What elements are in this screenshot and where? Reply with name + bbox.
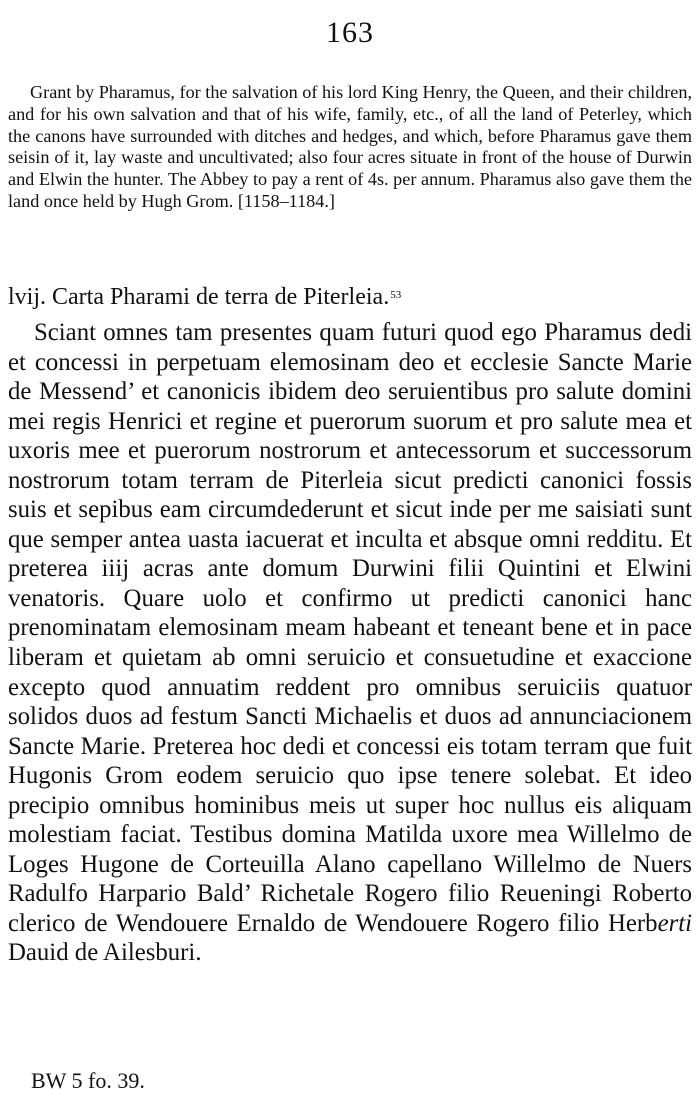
charter-text-main: Sciant omnes tam presentes quam futuri quod ego Pharamus dedi et concessi in perpetuam elemosinam deo et ecclesie Sancte Marie de Messend’ et canonicis ibidem deo seruientibus pro salute domini mei regis Henrici et regine et puerorum suorum et pro salute mea et uxoris mee et puerorum nostrorum et antecessorum et successorum nostrorum totam terram de Piterleia sicut predicti canonici fossis suis et sepibus eam circumdederunt et sicut inde per me saisiati sunt que semper antea uasta iacuerat et inculta et absque omni redditu. Et preterea iiij acras ante domum Durwini filii Quintini et Elwini venatoris. Quare uolo et confirmo ut predicti canonici hanc prenominatam elemosinam meam habeant et teneant bene et in pace liberam et quietam ab omni seruicio et consuetudine et exaccione excepto quod annuatim reddent pro omnibus seruiciis quatuor solidos duos ad festum Sancti Michaelis et duos ad annunciacionem Sancte Marie. Preterea hoc dedi et concessi eis totam terram que fuit Hugonis Grom eodem seruicio quo ipse tenere solebat. Et ideo precipio omnibus hominibus meis ut super hoc nullus eis aliquam molestiam faciat. Testibus domina Matilda uxore mea Willelmo de Loges Hugone de Corteuilla Alano capellano Willelmo de Nuers Radulfo Harpario Bald’ Richetale Rogero filio Reueningi Roberto clerico de Wendouere Ernaldo de Wendouere Rogero filio Herb [8, 319, 692, 937]
charter-text [8, 318, 692, 968]
footnote-reference: 53 [390, 289, 402, 301]
charter-text-italic-expansion: erti [657, 909, 692, 937]
charter-heading [8, 282, 692, 312]
page-number: 163 [326, 16, 374, 49]
charter-text-end: Dauid de Ailesburi. [8, 939, 202, 967]
charter-heading-text: lvij. Carta Pharami de terra de Piterleia. [8, 284, 390, 310]
charter-summary: Grant by Pharamus, for the salvation of his lord King Henry, the Queen, and their children, and for his own salvation and that of his wife, family, etc., of all the land of Peterley, which the canons have surrounded with ditches and hedges, and which, before Pharamus gave them seisin of it, lay waste and uncultivated; also four acres situate in front of the house of Durwin and Elwin the hunter. The Abbey to pay a rent of 4s. per annum. Pharamus also gave them the land once held by Hugh Grom. [1158–1184.] [8, 82, 692, 211]
manuscript-source-reference: BW 5 fo. 39. [31, 1068, 145, 1093]
